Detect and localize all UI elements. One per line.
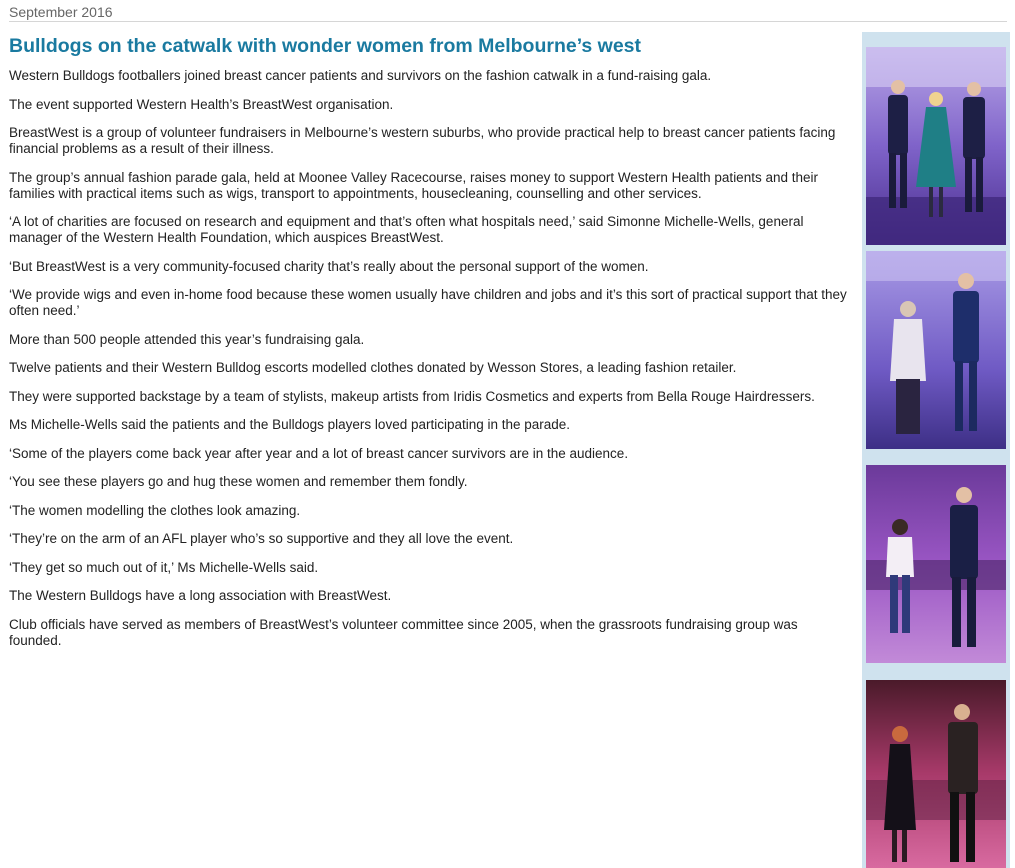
- catwalk-photo-3-image: [866, 465, 1006, 663]
- article-date: September 2016: [9, 4, 1007, 22]
- article-paragraph: Western Bulldogs footballers joined breast cancer patients and survivors on the fashion catwalk in a fund-raising gala.: [9, 68, 712, 83]
- article-paragraph: Twelve patients and their Western Bulldog escorts modelled clothes donated by Wesson Stores, a leading fashion retailer.: [9, 360, 737, 375]
- article-paragraph: Ms Michelle-Wells said the patients and the Bulldogs players loved participating in the parade.: [9, 417, 571, 432]
- article-headline: Bulldogs on the catwalk with wonder women from Melbourne’s west: [9, 35, 642, 57]
- article-paragraph: BreastWest is a group of volunteer fundraisers in Melbourne’s western suburbs, who provide practical help to breast cancer patients facing financial problems as a result of their illness.: [9, 125, 836, 156]
- catwalk-photo-4[interactable]: [866, 680, 1006, 868]
- article-paragraph: ‘A lot of charities are focused on research and equipment and that’s often what hospitals need,’ said Simonne Michelle-Wells, general manager of the Western Health Foundation, which auspices BreastWest.: [9, 214, 804, 245]
- catwalk-photo-4-image: [866, 680, 1006, 868]
- article-paragraph: ‘You see these players go and hug these women and remember them fondly.: [9, 474, 468, 489]
- article-paragraph: ‘They get so much out of it,’ Ms Michelle-Wells said.: [9, 559, 319, 575]
- article-paragraph: The event supported Western Health’s BreastWest organisation.: [9, 96, 394, 112]
- article-paragraph: More than 500 people attended this year’s fundraising gala.: [9, 331, 365, 347]
- catwalk-photo-2-image: [866, 251, 1006, 449]
- article-paragraph: ‘They’re on the arm of an AFL player who’s so supportive and they all love the event.: [9, 531, 514, 546]
- article-paragraph: ‘Some of the players come back year after year and a lot of breast cancer survivors are in the audience.: [9, 445, 629, 461]
- article-paragraph: ‘The women modelling the clothes look amazing.: [9, 502, 301, 518]
- catwalk-photo-3[interactable]: [866, 465, 1006, 663]
- catwalk-photo-1[interactable]: [866, 47, 1006, 245]
- photo-gallery-sidebar: [862, 32, 1010, 868]
- catwalk-photo-2[interactable]: [866, 251, 1006, 449]
- article-paragraph: The Western Bulldogs have a long association with BreastWest.: [9, 588, 392, 603]
- article-paragraph: ‘But BreastWest is a very community-focused charity that’s really about the personal support of the women.: [9, 258, 649, 274]
- article-paragraph: They were supported backstage by a team of stylists, makeup artists from Iridis Cosmetics and experts from Bella Rouge Hairdressers.: [9, 388, 815, 404]
- article-paragraph: Club officials have served as members of BreastWest’s volunteer committee since 2005, when the grassroots fundraising group was founded.: [9, 616, 798, 648]
- catwalk-photo-1-image: [866, 47, 1006, 245]
- article-body: [9, 68, 851, 661]
- article-paragraph: The group’s annual fashion parade gala, held at Moonee Valley Racecourse, raises money to support Western Health patients and their families with practical items such as wigs, transport to appointments, housecleaning, counselling and other services.: [9, 169, 818, 201]
- article-paragraph: ‘We provide wigs and even in-home food because these women usually have children and jobs and it’s this sort of practical support that they often need.’: [9, 287, 847, 318]
